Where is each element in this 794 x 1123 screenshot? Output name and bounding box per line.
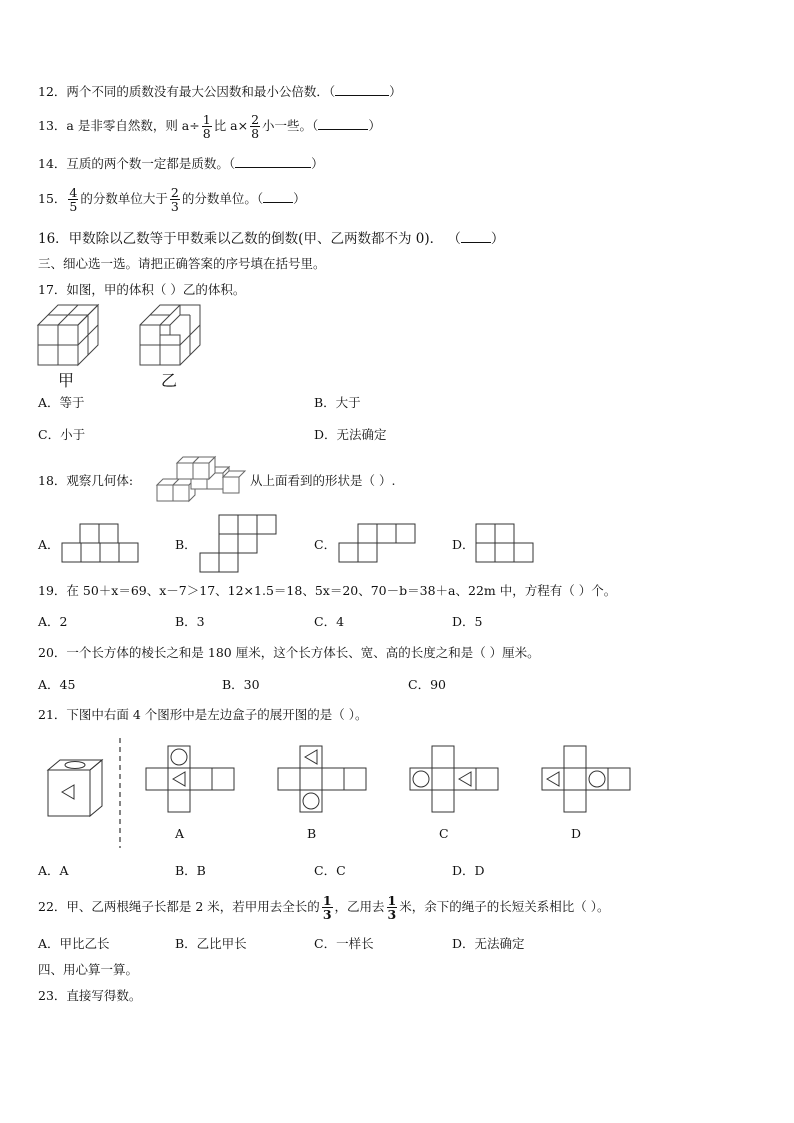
- net-d[interactable]: [541, 745, 635, 817]
- net-label-d: D: [571, 826, 582, 841]
- q18-option-b[interactable]: B．: [175, 537, 197, 552]
- q22-option-d[interactable]: D．无法确定: [452, 936, 525, 951]
- q18-option-d[interactable]: D．: [452, 537, 475, 552]
- q17-option-a[interactable]: A．等于: [38, 395, 85, 410]
- question-12: 12．两个不同的质数没有最大公因数和最小公倍数．（ ）: [38, 84, 402, 99]
- q20-option-b[interactable]: B．30: [222, 677, 260, 692]
- q21-option-b[interactable]: B．B: [175, 863, 206, 878]
- section-3-heading: 三、细心选一选。请把正确答案的序号填在括号里。: [38, 256, 326, 271]
- answer-blank[interactable]: [335, 83, 389, 96]
- label-yi: 乙: [161, 371, 178, 390]
- question-20: 20．一个长方体的棱长之和是 180 厘米，这个长方体长、宽、高的长度之和是（ ）厘米。: [38, 645, 540, 660]
- question-13: 13．a 是非零自然数，则 a÷ $\frac{1}{8}$ 比 a× $\frac{2}{8}$ 小一些。（ ）: [38, 112, 381, 141]
- question-12-text: 12．两个不同的质数没有最大公因数和最小公倍数．（: [38, 84, 336, 99]
- q22-option-c[interactable]: C．一样长: [314, 936, 374, 951]
- q18-option-c[interactable]: C．: [314, 537, 337, 552]
- q18-option-a[interactable]: A．: [38, 537, 60, 552]
- question-15: 15． $\frac{4}{5}$ 的分数单位大于 $\frac{2}{3}$ 的分数单位。（ ）: [38, 185, 306, 214]
- answer-blank[interactable]: [318, 117, 368, 130]
- section-4-heading: 四、用心算一算。: [38, 962, 139, 977]
- box-figure: [46, 758, 106, 820]
- fraction: $\frac{1}{8}$: [202, 112, 211, 141]
- fraction: $\frac{1}{3}$: [322, 893, 332, 922]
- question-23: 23．直接写得数。: [38, 988, 142, 1003]
- question-21: 21．下图中右面 4 个图形中是左边盒子的展开图的是（ ）。: [38, 707, 368, 722]
- answer-blank[interactable]: [235, 155, 311, 168]
- q21-option-d[interactable]: D．D: [452, 863, 485, 878]
- fraction: $\frac{4}{5}$: [69, 185, 78, 214]
- divider-dashed-line: [118, 738, 122, 848]
- cube-figure-yi: [138, 305, 208, 367]
- fraction: $\frac{2}{8}$: [251, 112, 260, 141]
- answer-blank[interactable]: [461, 230, 491, 243]
- question-22: 22．甲、乙两根绳子长都是 2 米，若甲用去全长的 $\frac{1}{3}$ ，乙用去 $\frac{1}{3}$ 米，余下的绳子的长短关系相比（ ）。: [38, 893, 610, 922]
- question-18-pre: 18．观察几何体:: [38, 473, 134, 488]
- answer-blank[interactable]: [263, 190, 293, 203]
- net-label-b: B: [307, 826, 317, 841]
- label-jia: 甲: [58, 371, 75, 390]
- net-label-c: C: [439, 826, 449, 841]
- net-c[interactable]: [409, 745, 503, 817]
- q17-option-b[interactable]: B．大于: [314, 395, 361, 410]
- net-label-a: A: [175, 826, 185, 841]
- q19-option-c[interactable]: C．4: [314, 614, 345, 629]
- net-a[interactable]: [145, 745, 239, 817]
- question-14: 14．互质的两个数一定都是质数。（ ）: [38, 156, 324, 171]
- geometric-solid-figure: [155, 455, 241, 505]
- question-19: 19．在 50＋x＝69、x－7＞17、12×1.5＝18、5x＝20、70－b＝38＋a、22m 中，方程有（ ）个。: [38, 583, 617, 598]
- q19-option-d[interactable]: D．5: [452, 614, 483, 629]
- q21-option-c[interactable]: C．C: [314, 863, 346, 878]
- q22-option-a[interactable]: A．甲比乙长: [38, 936, 110, 951]
- fraction: $\frac{1}{3}$: [387, 893, 397, 922]
- q18-shape-c[interactable]: [339, 522, 417, 564]
- q20-option-a[interactable]: A．45: [38, 677, 76, 692]
- question-17: 17．如图，甲的体积（ ）乙的体积。: [38, 282, 246, 297]
- net-b[interactable]: [277, 745, 371, 817]
- q19-option-a[interactable]: A．2: [38, 614, 68, 629]
- q17-option-d[interactable]: D．无法确定: [314, 427, 387, 442]
- q22-option-b[interactable]: B．乙比甲长: [175, 936, 247, 951]
- fraction: $\frac{2}{3}$: [170, 185, 179, 214]
- q20-option-c[interactable]: C．90: [408, 677, 446, 692]
- question-16: 16．甲数除以乙数等于甲数乘以乙数的倒数(甲、乙两数都不为 0)． （ ）: [38, 231, 505, 247]
- q17-option-c[interactable]: C．小于: [38, 427, 86, 442]
- q18-shape-a[interactable]: [62, 522, 140, 564]
- q21-option-a[interactable]: A．A: [38, 863, 69, 878]
- question-18-post: 从上面看到的形状是（ ）.: [250, 473, 396, 488]
- q19-option-b[interactable]: B．3: [175, 614, 205, 629]
- q18-shape-d[interactable]: [476, 522, 536, 564]
- cube-figure-jia: [36, 305, 106, 367]
- q18-shape-b[interactable]: [200, 513, 278, 573]
